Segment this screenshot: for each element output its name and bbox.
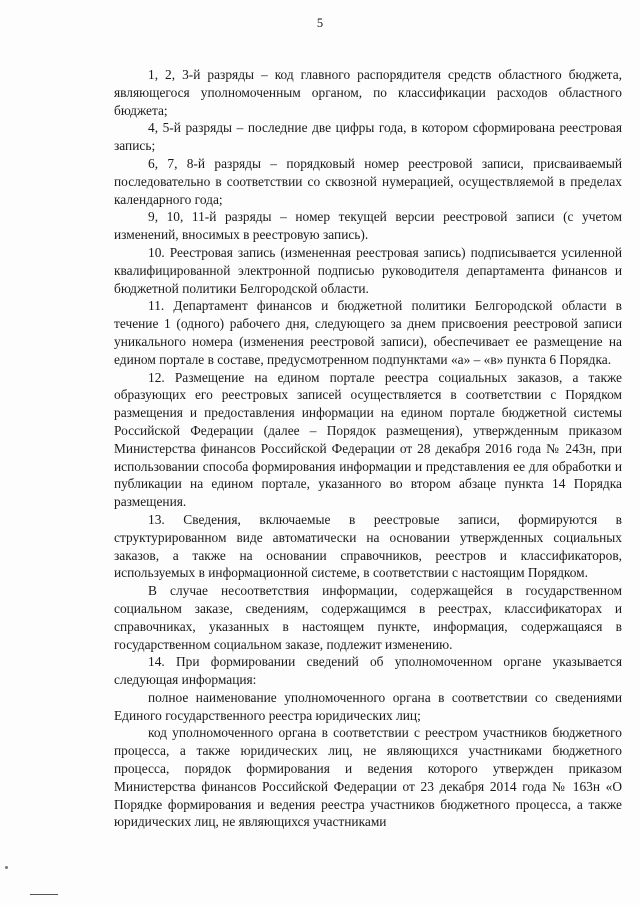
paragraph-item-13: 13. Сведения, включаемые в реестровые записи, формируются в структурированном виде автоматически на основании утвержденных социальных заказов, а также на основании справочников, реестров и классификаторов, используемых в информационной системе, в соответствии с настоящим Порядком. bbox=[114, 511, 622, 581]
paragraph-item-14-full-name: полное наименование уполномоченного органа в соответствии со сведениями Единого государственного реестра юридических лиц; bbox=[114, 689, 622, 723]
paragraph-digits-9-11: 9, 10, 11-й разряды – номер текущей версии реестровой записи (с учетом изменений, вносимых в реестровую запись). bbox=[114, 209, 622, 243]
paragraph-item-14: 14. При формировании сведений об уполномоченном органе указывается следующая информация: bbox=[114, 654, 622, 688]
paragraph-item-10: 10. Реестровая запись (измененная реестровая запись) подписывается усиленной квалифицированной электронной подписью руководителя департамента финансов и бюджетной политики Белгородской области. bbox=[114, 244, 622, 296]
page-number: 5 bbox=[316, 16, 324, 30]
paragraph-digits-1-3: 1, 2, 3-й разряды – код главного распорядителя средств областного бюджета, являющегося уполномоченным органом, по классификации расходов областного бюджета; bbox=[114, 67, 622, 118]
paragraph-item-11: 11. Департамент финансов и бюджетной политики Белгородской области в течение 1 (одного) рабочего дня, следующего за днем присвоения реестровой записи уникального номера (изменения реестровой записи), обеспечивает ее размещение на едином портале в составе, предусмотренном подпунктами «а» – «в» пункта 6 Порядка. bbox=[114, 298, 622, 367]
scan-speck bbox=[5, 866, 8, 869]
scan-edge-mark bbox=[30, 894, 58, 895]
paragraph-item-14-code: код уполномоченного органа в соответствии с реестром участников бюджетного процесса, а также юридических лиц, не являющихся участниками бюджетного процесса, порядок формирования и ведения которого утвержден приказом Министерства финансов Российской Федерации от 23 декабря 2014 года № 163н «О Порядке формирования и ведения реестра участников бюджетного процесса, а также юридических лиц, не являющихся участниками bbox=[114, 725, 622, 830]
paragraph-digits-4-5: 4, 5-й разряды – последние две цифры года, в котором сформирована реестровая запись; bbox=[114, 120, 622, 154]
paragraph-digits-6-8: 6, 7, 8-й разряды – порядковый номер реестровой записи, присваиваемый последовательно в соответствии со сквозной нумерацией, осуществляемой в пределах календарного года; bbox=[114, 155, 622, 207]
paragraph-item-12: 12. Размещение на едином портале реестра социальных заказов, а также образующих его реестровых записей осуществляется в соответствии с Порядком размещения и предоставления информации на едином портале бюджетной системы Российской Федерации (далее – Порядок размещения), утвержденным приказом Министерства финансов Российской Федерации от 28 декабря 2016 года № 243н, при использовании способа формирования информации и представления ее для обработки и публикации на едином портале, указанного во втором абзаце пункта 14 Порядка размещения. bbox=[114, 369, 622, 510]
paragraph-item-13-mismatch: В случае несоответствия информации, содержащейся в государственном социальном заказе, сведениям, содержащимся в реестрах, классификаторах и справочниках, указанных в настоящем пункте, информация, содержащаяся в государственном социальном заказе, подлежит изменению. bbox=[114, 583, 622, 652]
document-body bbox=[114, 66, 622, 831]
